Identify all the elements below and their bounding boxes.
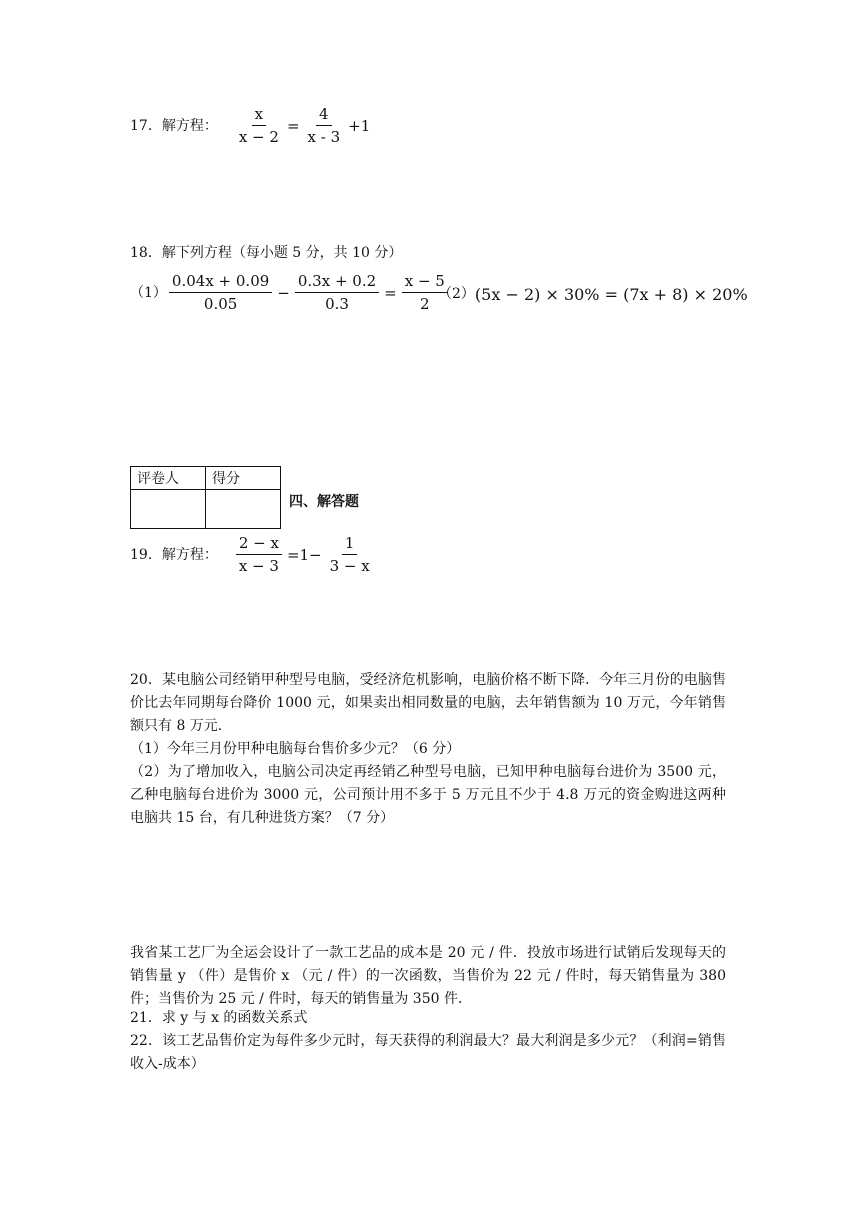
q19-rhs-fraction [327,534,373,575]
q18-p1-f3-denominator: 2 [420,295,430,313]
question-19 [130,534,375,575]
question-20-text: 20．某电脑公司经销甲种型号电脑，受经济危机影响，电脑价格不断下降．今年三月份的电脑售价比去年同期每台降价 1000 元，如果卖出相同数量的电脑，去年销售额为 10 万元，今年销售额只有 8 万元． [130,672,726,734]
question-18-label: 18．解下列方程（每小题 5 分，共 10 分） [130,245,403,261]
q18-p1-f1-numerator: 0.04x + 0.09 [169,272,272,293]
question-18-part-1 [130,272,450,313]
section-heading: 四、解答题 [289,494,359,510]
q19-rhs-numerator: 1 [342,534,358,555]
q18-p1-f2-denominator: 0.3 [325,295,349,313]
question-22: 22．该工艺品售价定为每件多少元时，每天获得的利润最大？最大利润是多少元？（利润=销售收入-成本） [130,1033,726,1072]
question-19-label: 19．解方程： [130,546,218,563]
score-table-reviewer-header: 评卷人 [131,467,206,490]
question-21: 21．求 y 与 x 的函数关系式 [130,1010,308,1026]
score-table-score-cell [206,490,281,529]
question-18-part-2 [438,284,748,304]
q19-rhs-denominator: 3 − x [329,557,370,575]
q19-lhs-fraction [236,534,282,575]
q18-p1-tag: （1） [130,284,167,301]
q18-p2-expression: (5x − 2) × 30% = (7x + 8) × 20% [474,284,748,304]
q17-rhs-tail: +1 [348,116,371,135]
q17-rhs-denominator: x - 3 [307,128,341,146]
q19-equals: =1− [286,545,322,564]
question-17-label: 17．解方程： [130,117,218,134]
q18-p1-f3-numerator: x − 5 [402,272,448,293]
question-20-part-1: （1）今年三月份甲种电脑每台售价多少元？（6 分） [130,741,461,757]
q17-equals: = [286,116,300,135]
q19-lhs-numerator: 2 − x [236,534,282,555]
score-table-score-header: 得分 [206,467,281,490]
q18-p1-fraction-1 [169,272,272,313]
q18-p1-fraction-2 [295,272,379,313]
q17-rhs-fraction [305,105,344,146]
question-20-part-2: （2）为了增加收入，电脑公司决定再经销乙种型号电脑，已知甲种电脑每台进价为 3500 元，乙种电脑每台进价为 3000 元，公司预计用不多于 5 万元且不少于 4.8 万元的资金购进这两种电脑共 15 台，有几种进货方案？（7 分） [130,764,726,826]
q19-lhs-denominator: x − 3 [238,557,279,575]
q18-p2-tag: （2） [438,286,475,302]
q17-lhs-fraction [236,105,282,146]
question-21-intro: 我省某工艺厂为全运会设计了一款工艺品的成本是 20 元 / 件．投放市场进行试销后发现每天的销售量 y （件）是售价 x （元 / 件）的一次函数，当售价为 22 元 / 件时，每天销售量为 380 件；当售价为 25 元 / 件时，每天的销售量为 350 件． [130,945,726,1007]
score-table [130,466,281,529]
q18-p1-f2-numerator: 0.3x + 0.2 [295,272,379,293]
q17-rhs-numerator: 4 [316,105,332,126]
q18-p1-equals: = [384,283,397,302]
q17-lhs-denominator: x − 2 [238,128,279,146]
q18-p1-f1-denominator: 0.05 [203,295,238,313]
question-17 [130,105,373,146]
q17-lhs-numerator: x [252,105,266,126]
q18-p1-minus: − [277,283,290,302]
score-table-reviewer-cell [131,490,206,529]
